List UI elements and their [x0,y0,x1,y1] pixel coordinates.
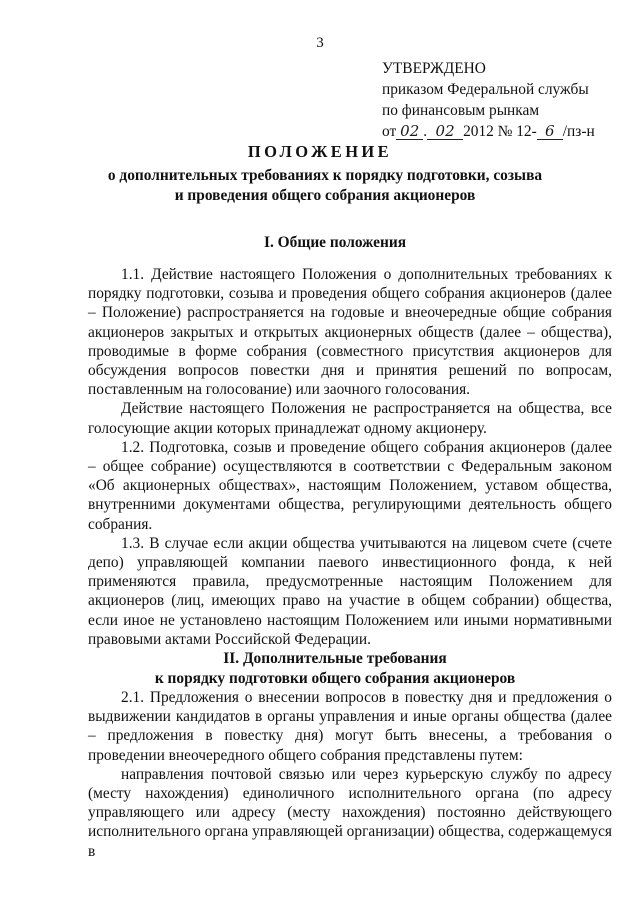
approval-heading: УТВЕРЖДЕНО [382,60,486,77]
handwritten-number: 6 [537,124,563,140]
document-subtitle [60,166,590,206]
date-year: 2012 № 12- [463,123,537,140]
page-number: 3 [316,35,324,51]
paragraph: 1.1. Действие настоящего Положения о дополнительных требованиях к порядку подготовки, созыва и проведения общего собрания акционеров (далее – Положение) распространяется на годовые и внеочередные общие собрания акционеров закрытых и открытых акционерных обществ (далее – общества), проводимые в форме собрания (совместного присутствия акционеров для обсуждения вопросов повестки дня и принятия решений по вопросам, поставленным на голосование) или заочного голосования. [88,266,612,399]
handwritten-month: 02 [427,124,463,140]
approval-date-line: от 02 . 02 2012 № 12- 6 /пз-н [382,122,595,140]
document-title: ПОЛОЖЕНИЕ [247,142,393,161]
paragraph: 1.2. Подготовка, созыв и проведение общего собрания акционеров (далее – общее собрание) осуществляются в соответствии с Федеральным законом «Об акционерных обществах», настоящим Положением, уставом общества, внутренними документами общества, регулирующими деятельность общего собрания. [88,438,612,533]
date-prefix: от [382,123,397,140]
handwritten-day: 02 [396,124,423,140]
paragraph: 1.3. В случае если акции общества учитываются на лицевом счете (счете депо) управляющей компании паевого инвестиционного фонда, к ней применяются правила, предусмотренные настоящим Положением для акционеров (лиц, имеющих право на участие в общем собрании) общества, если иное не установлено настоящим Положением или иными нормативными правовыми актами Российской Федерации. [88,534,612,648]
paragraph: Действие настоящего Положения не распространяется на общества, все голосующие акции которых принадлежат одному акционеру. [88,400,612,437]
approval-line: по финансовым рынкам [382,102,540,119]
section-body [88,265,612,649]
subtitle-line: о дополнительных требованиях к порядку подготовки, созыва [107,167,543,184]
subtitle-line: и проведения общего собрания акционеров [174,187,476,204]
paragraph: 2.1. Предложения о внесении вопросов в повестку дня и предложения о выдвижении кандидатов в органы управления и иные органы общества (далее – предложения в повестку дня) могут быть внесены, а требования о проведении внеочередного общего собрания представлены путем: [88,689,612,764]
section-heading-line: к порядку подготовки общего собрания акционеров [154,670,516,687]
section-heading [50,649,620,689]
approval-stamp [382,58,632,142]
section-body [88,688,612,861]
paragraph: направления почтовой связью или через курьерскую службу по адресу (месту нахождения) единоличного исполнительного органа (по адресу управляющего или адресу (месту нахождения) постоянно действующего исполнительного органа управляющей организации) общества, содержащемуся в [88,765,612,860]
order-suffix: /пз-н [562,123,595,140]
section-heading: I. Общие положения [263,234,407,251]
section-heading-line: II. Дополнительные требования [223,650,447,667]
approval-line: приказом Федеральной службы [382,81,589,98]
